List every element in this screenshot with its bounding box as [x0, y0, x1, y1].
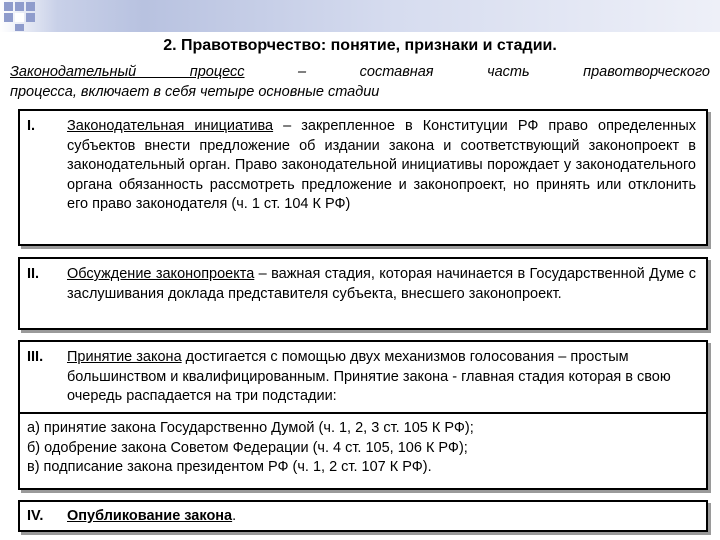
stage-box-1 — [18, 109, 708, 246]
stage-description: – важная стадия, которая начинается в Государственной Думе с заслушивания доклада представителя субъекта, внесшего законопроект. — [67, 266, 696, 302]
stage-box-4 — [18, 500, 708, 532]
stage-term: Обсуждение законопроекта — [67, 266, 255, 282]
stage-numeral: II. — [27, 266, 40, 282]
intro-line-1-rest: – составная часть правотворческого — [244, 64, 710, 80]
stage-numeral: III. — [27, 349, 44, 365]
slide-title: 2. Правотворчество: понятие, признаки и стадии. — [163, 37, 557, 54]
stage-text — [67, 348, 696, 407]
intro-term: Законодательный процесс — [10, 64, 245, 80]
stage-term: Принятие закона — [67, 349, 182, 365]
substage-item: б) одобрение закона Советом Федерации (ч. 4 ст. 105, 106 К РФ); — [27, 439, 468, 456]
substage-item: а) принятие закона Государственно Думой (ч. 1, 2, 3 ст. 105 К РФ); — [27, 420, 474, 436]
decorative-square — [15, 24, 24, 31]
stage-text — [67, 117, 696, 215]
decorative-square — [15, 2, 24, 11]
decorative-square — [26, 13, 35, 22]
stage-term: Опубликование закона — [67, 508, 233, 524]
decorative-square — [15, 13, 24, 22]
stage-description: . — [232, 508, 237, 524]
stage-description: – закрепленное в Конституции РФ право определенных субъектов внести предложение об издании закона и соответствующий законопроект в законодательный орган. Право законодательной инициативы порождает у законодательного органа обязанность рассмотреть предложение и законопроект, но принять или отклонить его право законодателя (ч. 1 ст. 104 К РФ) — [67, 118, 696, 212]
decorative-header-bar — [0, 0, 720, 32]
divider — [20, 412, 706, 414]
decorative-square — [4, 13, 13, 22]
stage-description: достигается с помощью двух механизмов голосования – простым большинством и квалифицированным. Принятие закона - главная стадия которая в свою очередь распадается на три подстадии: — [67, 349, 671, 404]
stage-term: Законодательная инициатива — [67, 118, 274, 134]
stage-box-3 — [18, 340, 708, 490]
intro-line-2: процесса, включает в себя четыре основные стадии — [10, 84, 380, 100]
decorative-square — [4, 2, 13, 11]
stage-text — [67, 507, 696, 527]
stage-box-2 — [18, 257, 708, 330]
intro-line-1 — [10, 62, 710, 82]
substage-list — [27, 419, 696, 478]
substage-item: в) подписание закона президентом РФ (ч. 1, 2 ст. 107 К РФ). — [27, 459, 432, 475]
decorative-square — [26, 2, 35, 11]
stage-text — [67, 265, 696, 304]
stage-numeral: IV. — [27, 508, 44, 524]
intro-paragraph — [10, 62, 710, 102]
stage-numeral: I. — [27, 118, 36, 134]
